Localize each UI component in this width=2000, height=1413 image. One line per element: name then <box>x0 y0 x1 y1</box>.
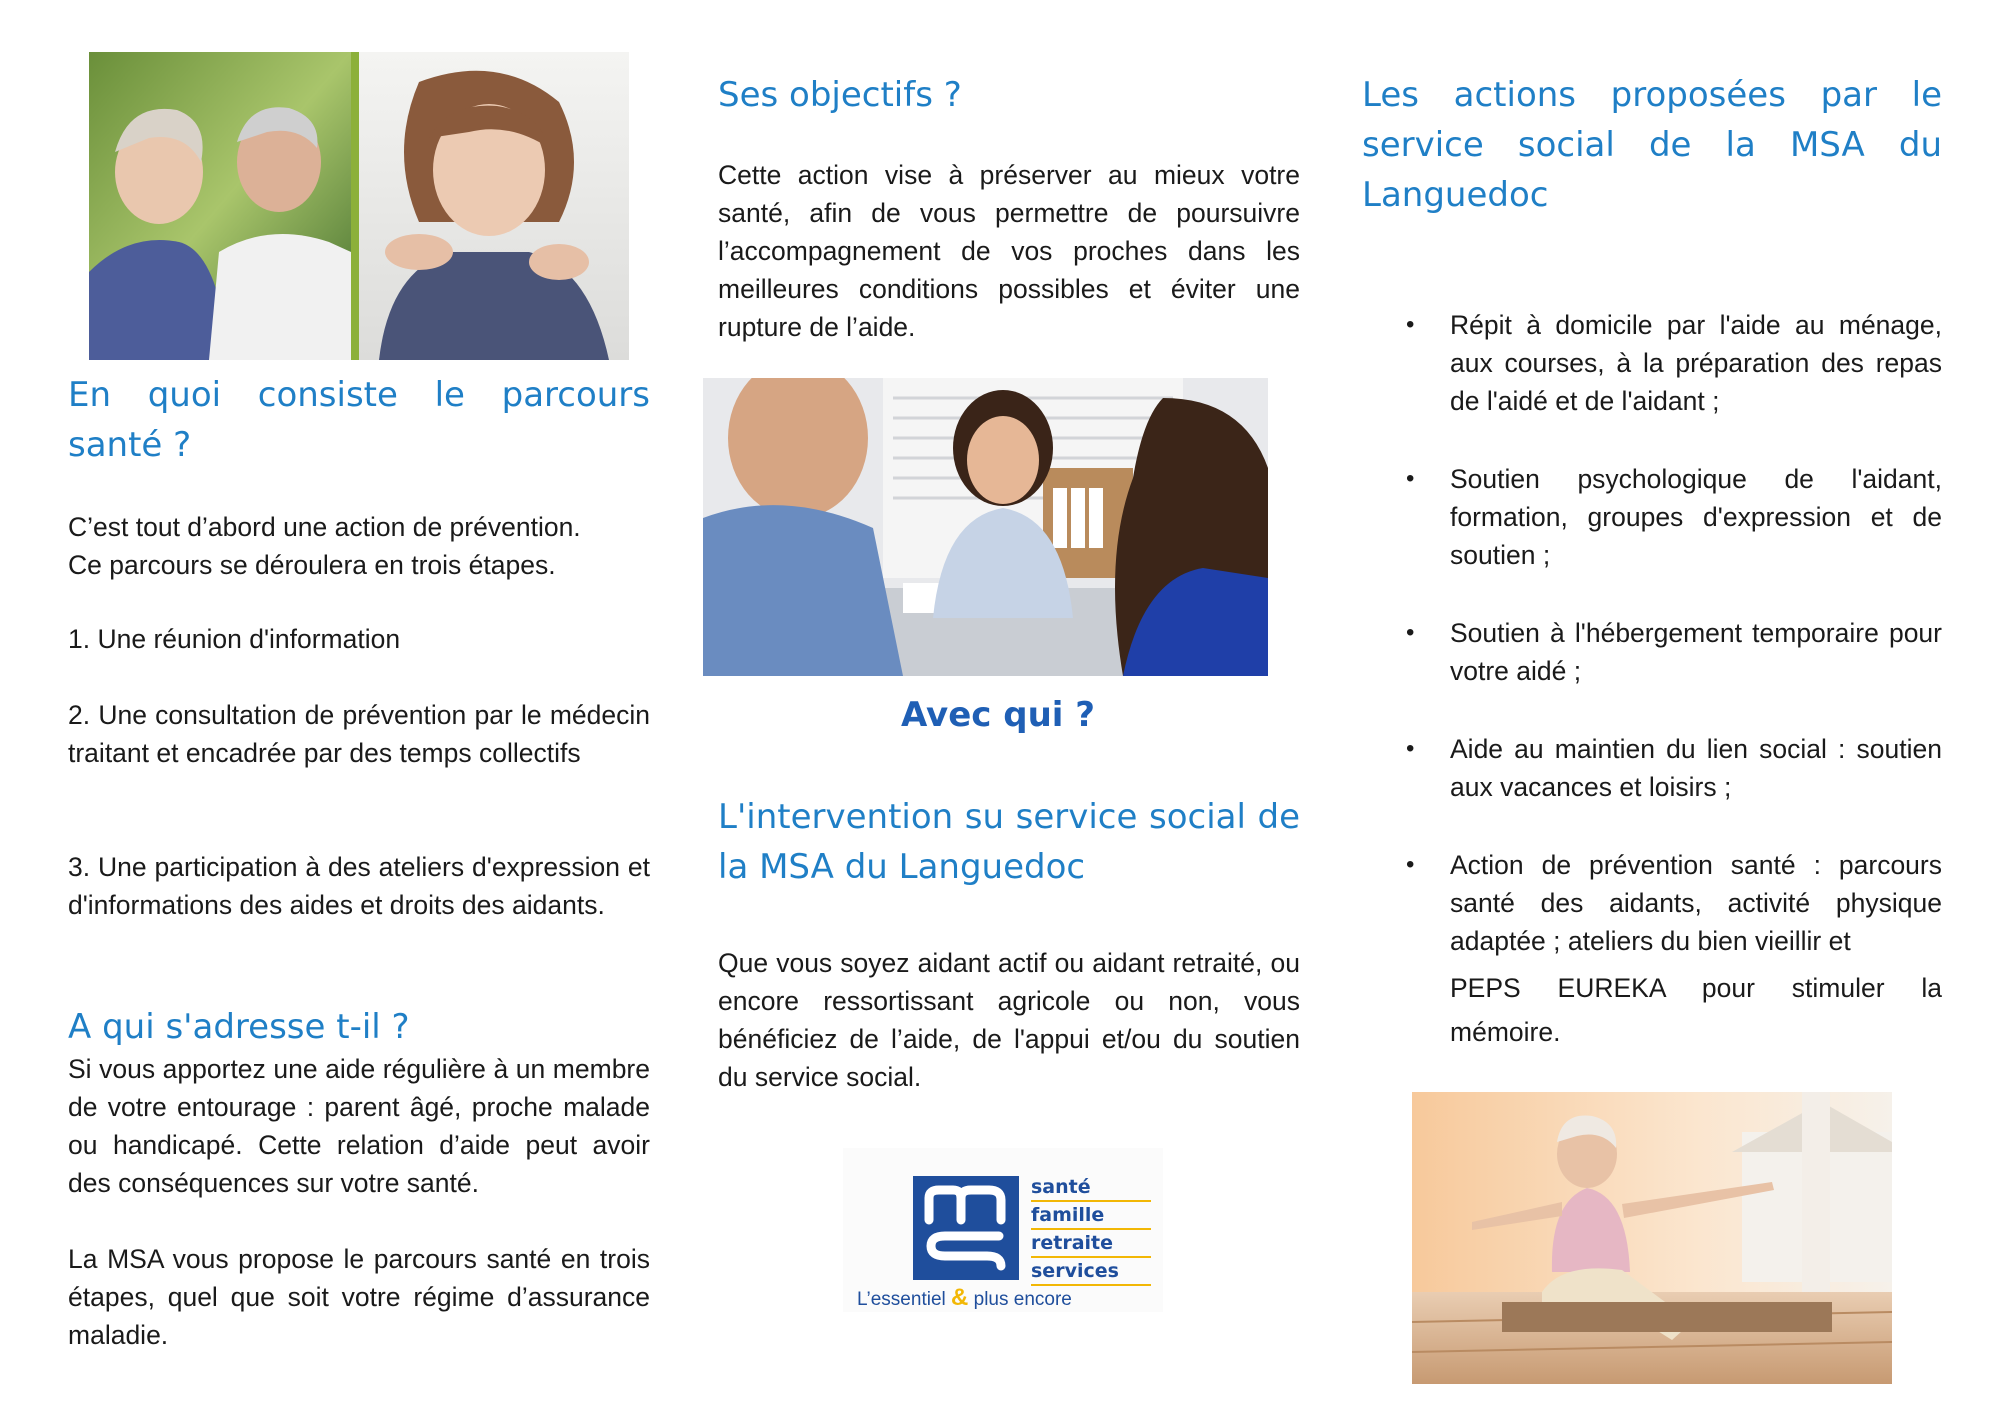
bullet-icon: • <box>1406 465 1415 492</box>
action-item-lien-social <box>1362 730 1942 806</box>
msa-tagline <box>857 1284 1157 1312</box>
step-1: 1. Une réunion d'information <box>68 624 401 654</box>
step-2: 2. Une consultation de prévention par le médecin traitant et encadrée par des temps collectifs <box>68 700 650 768</box>
photo-senior-woman <box>1412 1092 1892 1384</box>
intro-line-2: Ce parcours se déroulera en trois étapes. <box>68 550 556 580</box>
tagline-part-2: plus encore <box>973 1289 1072 1310</box>
bullet-icon: • <box>1406 311 1415 338</box>
action-text: Aide au maintien du lien social : soutien aux vacances et loisirs ; <box>1450 734 1942 802</box>
heading-a-qui: A qui s'adresse t-il ? <box>68 1007 410 1047</box>
action-text: Action de prévention santé : parcours santé des aidants, activité physique adaptée ; ateliers du bien vieillir et <box>1450 850 1942 956</box>
action-text-end: mémoire. <box>1450 1017 1561 1047</box>
logo-word-retraite: retraite <box>1031 1230 1151 1258</box>
heading-objectifs: Ses objectifs ? <box>718 75 962 115</box>
actions-list <box>1362 306 1942 1094</box>
photo-consultation <box>703 378 1268 676</box>
action-item-hebergement <box>1362 614 1942 690</box>
paragraph-objectifs: Cette action vise à préserver au mieux votre santé, afin de vous permettre de poursuivre l’accompagnement de vos proches dans les meilleures conditions possibles et éviter une rupture de l’aide. <box>718 160 1300 342</box>
photo-elderly-couple <box>89 52 629 360</box>
logo-word-sante: santé <box>1031 1174 1151 1202</box>
bullet-icon: • <box>1406 735 1415 762</box>
tagline-part-1: L’essentiel <box>857 1289 946 1310</box>
logo-word-services: services <box>1031 1258 1151 1286</box>
msa-monogram-icon <box>913 1176 1019 1280</box>
intro-line-1: C’est tout d’abord une action de prévention. <box>68 512 581 542</box>
msa-logo-words <box>1031 1174 1151 1286</box>
action-text: Soutien à l'hébergement temporaire pour votre aidé ; <box>1450 618 1942 686</box>
msa-logo <box>843 1148 1163 1312</box>
step-3: 3. Une participation à des ateliers d'expression et d'informations des aides et droits des aidants. <box>68 852 650 920</box>
photo-senior-illustration <box>1412 1092 1892 1384</box>
paragraph-aidant: Que vous soyez aidant actif ou aidant retraité, ou encore ressortissant agricole ou non, vous bénéficiez de l’aide, de l'appui et/ou du soutien du service social. <box>718 948 1300 1092</box>
heading-intervention: L'intervention su service social de la MSA du Languedoc <box>718 797 1300 887</box>
msa-logo-mark <box>913 1176 1019 1280</box>
action-text-peps: PEPS EUREKA pour stimuler la <box>1450 973 1942 1003</box>
paragraph-aide: Si vous apportez une aide régulière à un membre de votre entourage : parent âgé, proche malade ou handicapé. Cette relation d’aide peut avoir des conséquences sur votre santé. <box>68 1054 650 1198</box>
heading-parcours: En quoi consiste le parcours santé ? <box>68 375 650 465</box>
action-item-repit <box>1362 306 1942 420</box>
tagline-ampersand: & <box>951 1284 969 1311</box>
bullet-icon: • <box>1406 851 1415 878</box>
logo-word-famille: famille <box>1031 1202 1151 1230</box>
photo-consultation-illustration <box>703 378 1268 676</box>
paragraph-msa: La MSA vous propose le parcours santé en trois étapes, quel que soit votre régime d’assurance maladie. <box>68 1244 650 1350</box>
action-item-soutien-psy <box>1362 460 1942 574</box>
action-text: Répit à domicile par l'aide au ménage, aux courses, à la préparation des repas de l'aidé et de l'aidant ; <box>1450 310 1942 416</box>
heading-avec-qui: Avec qui ? <box>900 695 1096 735</box>
heading-actions: Les actions proposées par le service social de la MSA du Languedoc <box>1362 75 1942 215</box>
action-item-prevention <box>1362 846 1942 1054</box>
bullet-icon: • <box>1406 619 1415 646</box>
action-text: Soutien psychologique de l'aidant, formation, groupes d'expression et de soutien ; <box>1450 464 1942 570</box>
photo-elderly-illustration <box>89 52 629 360</box>
